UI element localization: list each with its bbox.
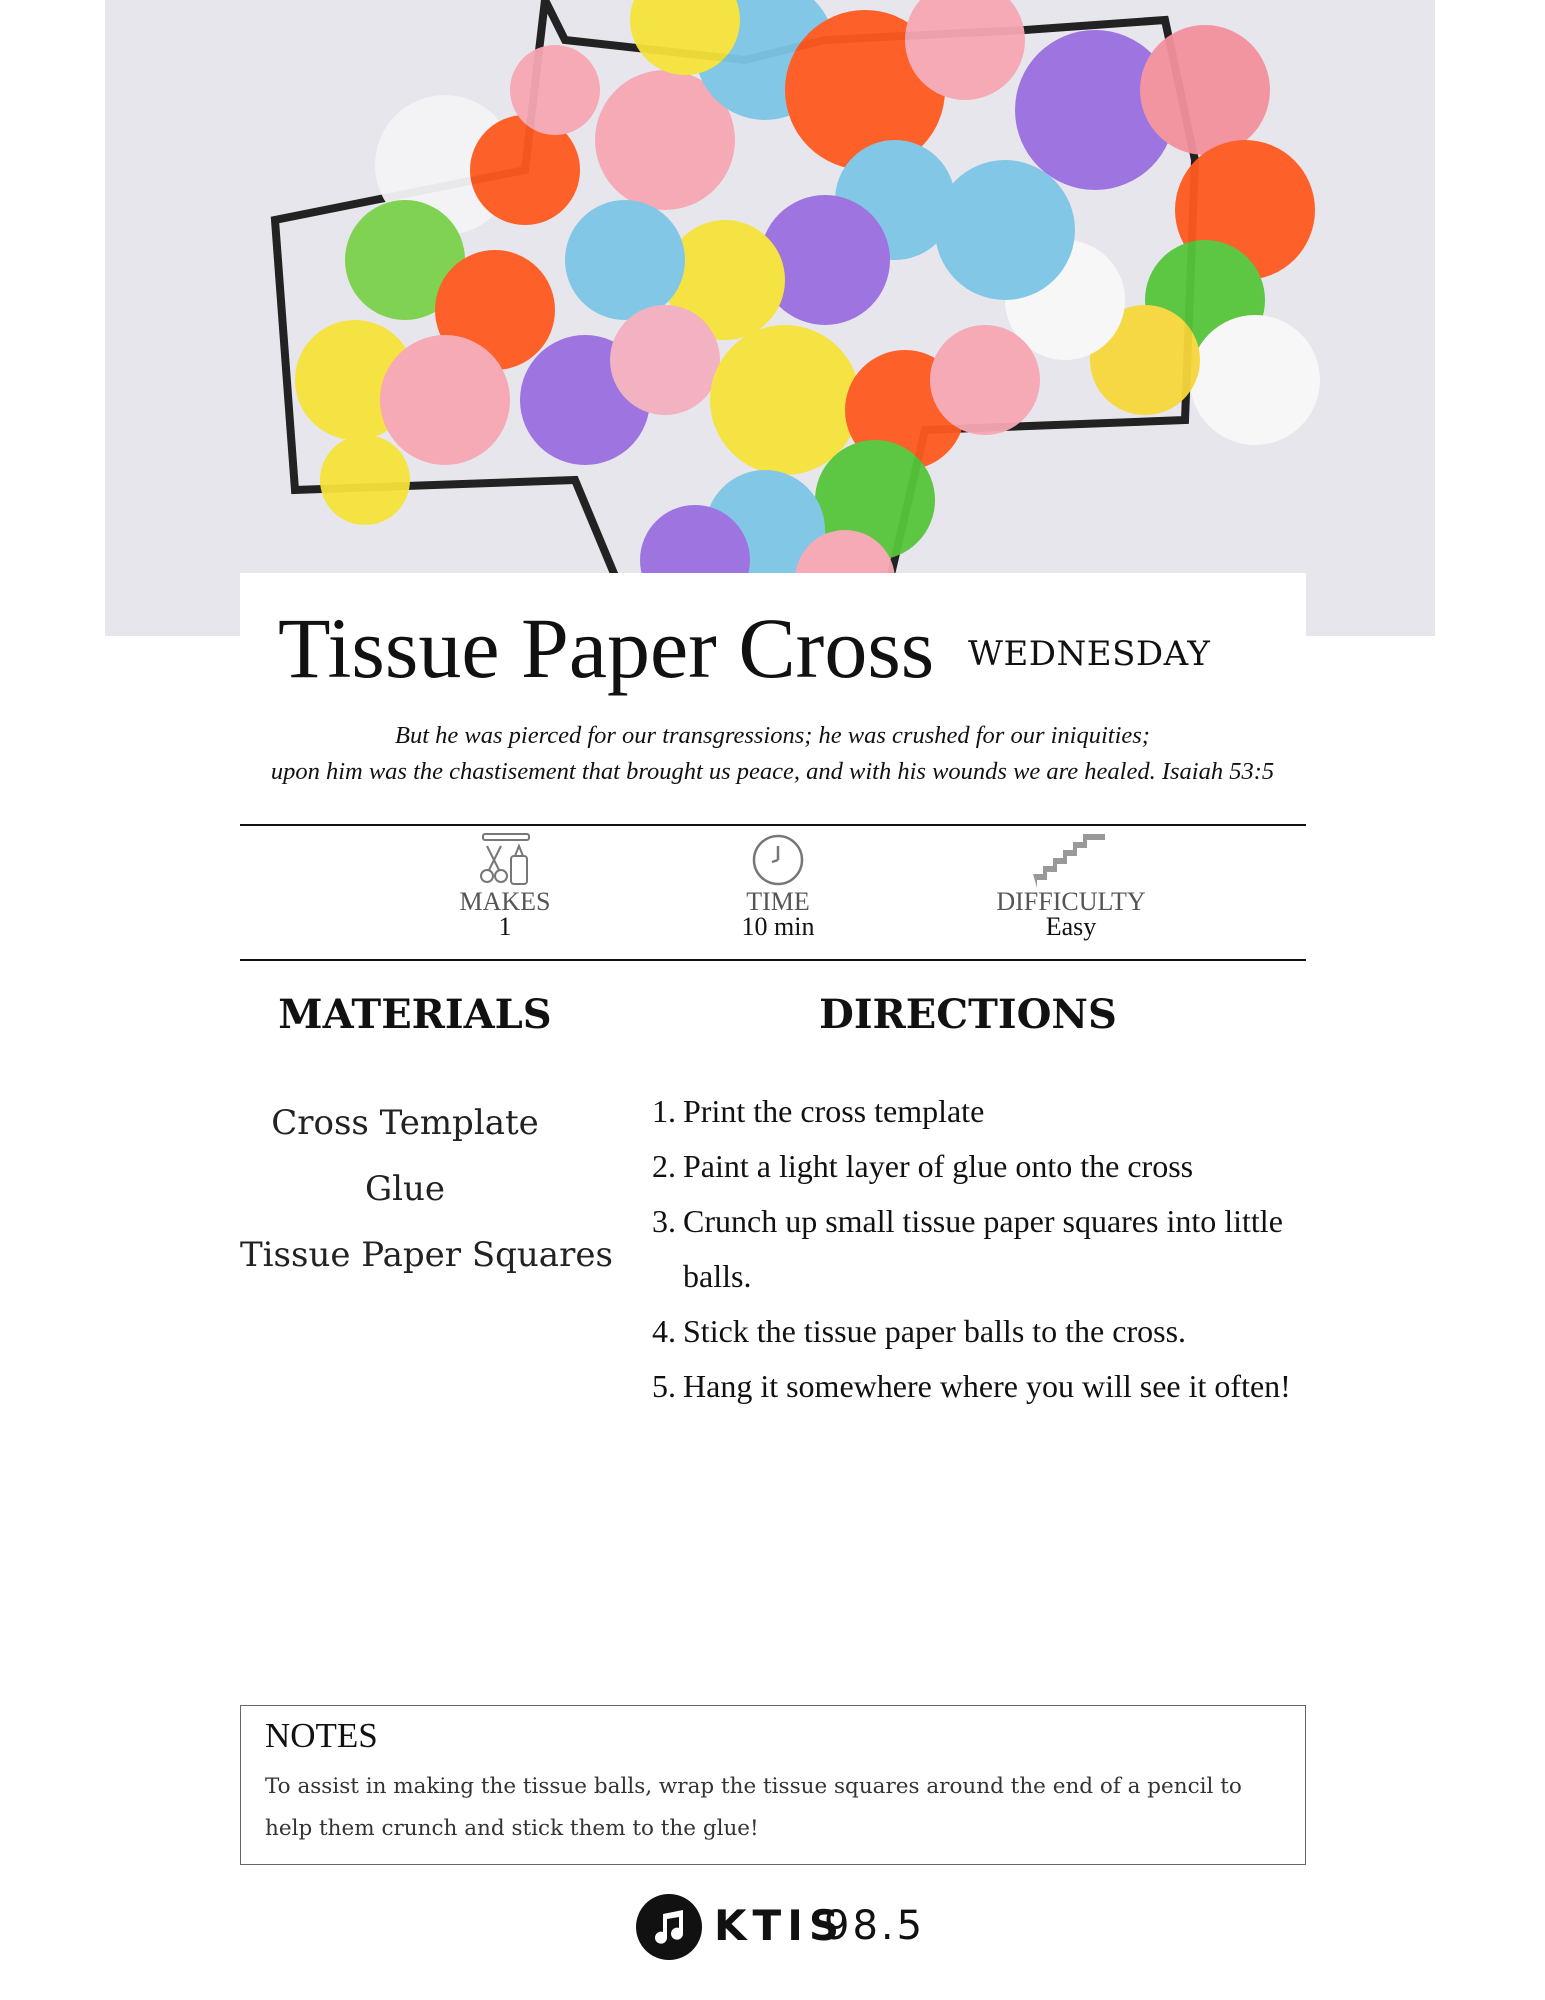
divider-bottom: [240, 959, 1306, 961]
divider-top: [240, 824, 1306, 826]
material-item: Glue: [364, 1169, 446, 1209]
direction-step: [648, 1194, 1308, 1304]
logo-disc: [636, 1894, 702, 1960]
step-text: Crunch up small tissue paper squares into little balls.: [683, 1203, 1283, 1294]
direction-step: [648, 1304, 1308, 1359]
step-number: 3.: [652, 1203, 676, 1239]
directions-list: [648, 1084, 1308, 1414]
stat-time-label: TIME: [746, 887, 810, 916]
day-label: WEDNESDAY: [968, 634, 1211, 674]
directions-heading: DIRECTIONS: [819, 991, 1117, 1038]
logo-frequency: 98.5: [824, 1903, 926, 1949]
stat-time-value: 10 min: [741, 912, 815, 941]
step-text: Stick the tissue paper balls to the cross.: [683, 1313, 1187, 1349]
tissue-cross-illustration: [105, 0, 1435, 636]
clock-icon: [748, 832, 808, 888]
verse-line-1: But he was pierced for our transgressions; he was crushed for our iniquities;: [395, 722, 1150, 749]
music-note-icon: [651, 1908, 687, 1946]
hero-photo: [105, 0, 1435, 636]
step-text: Hang it somewhere where you will see it often!: [683, 1368, 1291, 1404]
direction-step: [648, 1359, 1308, 1414]
materials-list: [240, 1090, 613, 1288]
verse-line-2: upon him was the chastisement that brought us peace, and with his wounds we are healed. Isaiah 53:5: [270, 758, 1275, 785]
step-number: 5.: [652, 1368, 676, 1404]
page-title: Tissue Paper Cross: [278, 600, 935, 696]
stat-difficulty: [961, 832, 1181, 940]
craft-supplies-icon: [475, 832, 535, 888]
step-number: 2.: [652, 1148, 676, 1184]
materials-heading: MATERIALS: [278, 991, 552, 1038]
direction-step: [648, 1139, 1308, 1194]
stat-makes-value: 1: [498, 912, 512, 941]
step-number: 1.: [652, 1093, 676, 1129]
material-item: Tissue Paper Squares: [240, 1235, 613, 1275]
stat-time: [668, 832, 888, 940]
logo-brand: KTIS: [714, 1901, 846, 1950]
notes-box: [240, 1705, 1306, 1865]
stat-makes-label: MAKES: [459, 887, 551, 916]
step-text: Print the cross template: [683, 1093, 985, 1129]
stat-difficulty-value: Easy: [1045, 912, 1097, 941]
material-item: Cross Template: [271, 1103, 539, 1143]
stairs-icon: [1033, 832, 1109, 888]
direction-step: [648, 1084, 1308, 1139]
stat-makes: [395, 832, 615, 940]
notes-title: NOTES: [265, 1716, 378, 1755]
step-text: Paint a light layer of glue onto the cross: [683, 1148, 1194, 1184]
step-number: 4.: [652, 1313, 676, 1349]
stat-difficulty-label: DIFFICULTY: [996, 887, 1146, 916]
notes-text: To assist in making the tissue balls, wrap the tissue squares around the end of a pencil to help them crunch and stick them to the glue!: [265, 1774, 1242, 1841]
